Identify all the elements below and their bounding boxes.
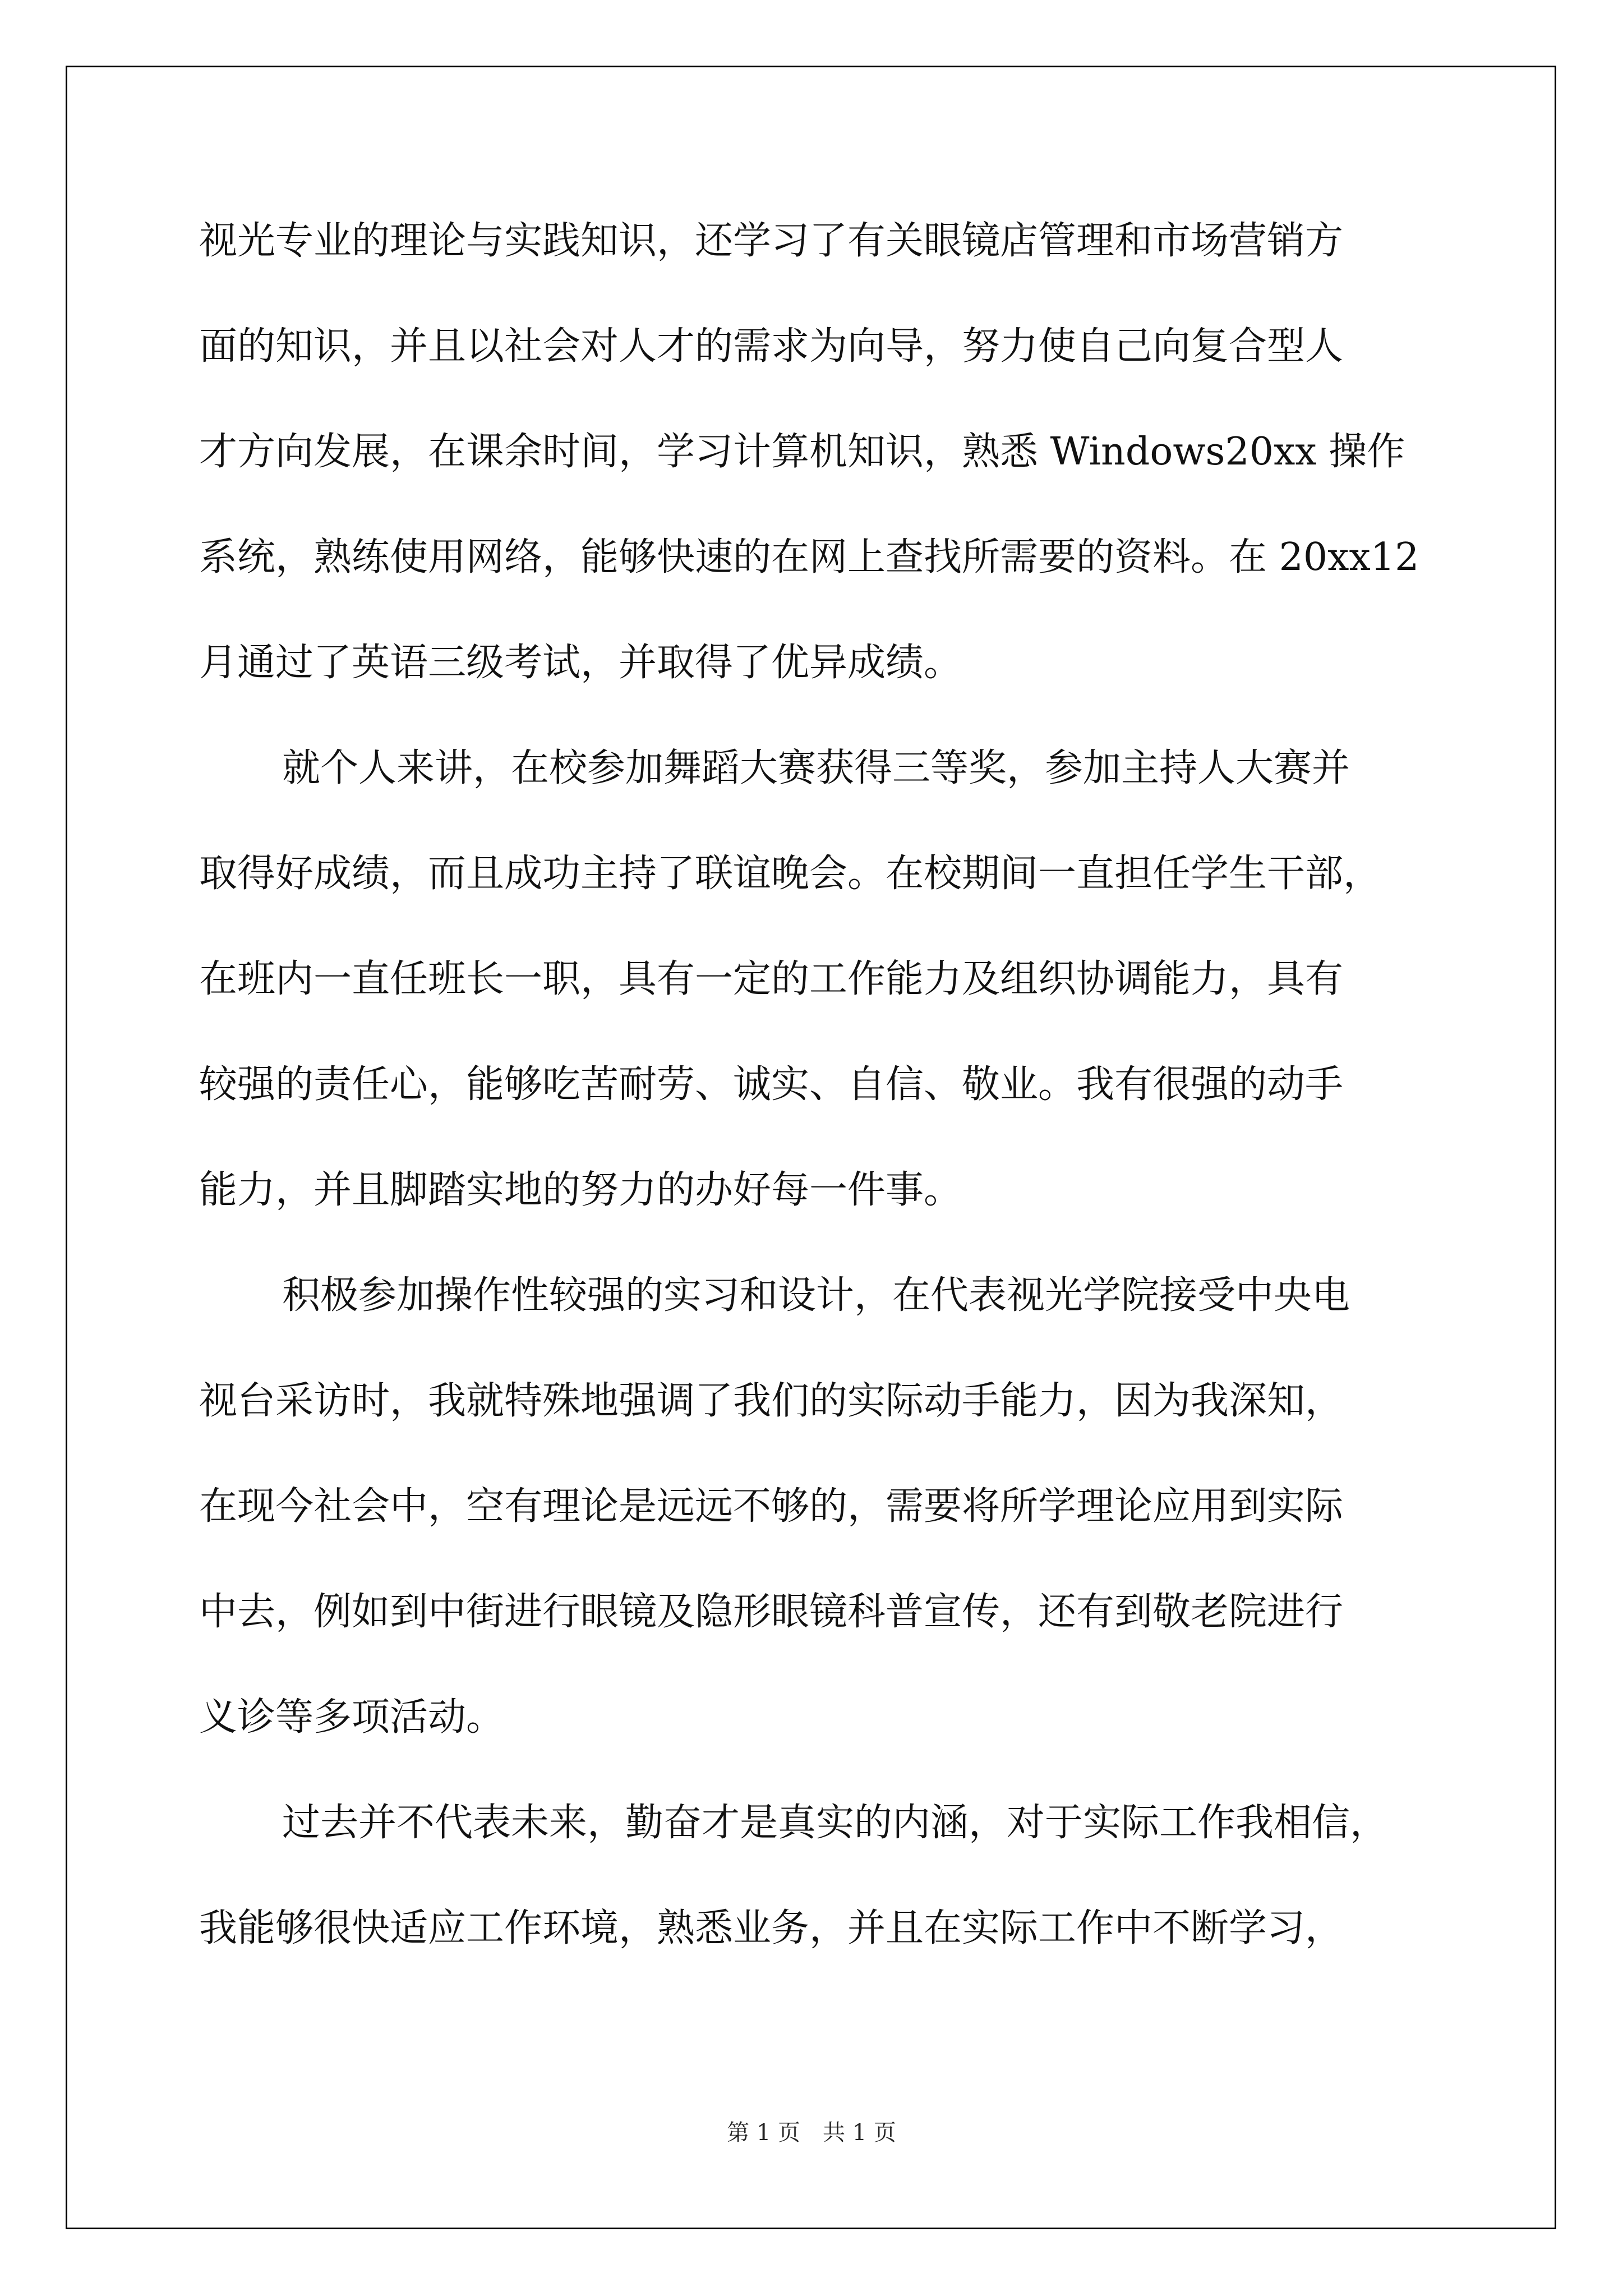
text-line: 才方向发展，在课余时间，学习计算机知识，熟悉 Windows20xx 操作 bbox=[199, 430, 1405, 474]
text-line: 视光专业的理论与实践知识，还学习了有关眼镜店管理和市场营销方 bbox=[199, 219, 1344, 263]
text-line: 中去，例如到中街进行眼镜及隐形眼镜科普宣传，还有到敬老院进行 bbox=[199, 1590, 1344, 1634]
text-line: 面的知识，并且以社会对人才的需求为向导，努力使自己向复合型人 bbox=[199, 324, 1344, 369]
document-body bbox=[199, 213, 1433, 2006]
text-line: 义诊等多项活动。 bbox=[199, 1695, 505, 1740]
text-line: 视台采访时，我就特殊地强调了我们的实际动手能力，因为我深知， bbox=[199, 1379, 1344, 1423]
text-line: 取得好成绩，而且成功主持了联谊晚会。在校期间一直担任学生干部， bbox=[199, 852, 1382, 896]
page-footer: 第 1 页 共 1 页 bbox=[727, 2120, 896, 2146]
paragraph-3 bbox=[199, 1268, 1433, 1795]
text-line: 积极参加操作性较强的实习和设计，在代表视光学院接受中央电 bbox=[282, 1273, 1350, 1318]
text-line: 月通过了英语三级考试，并取得了优异成绩。 bbox=[199, 641, 962, 685]
text-line: 就个人来讲，在校参加舞蹈大赛获得三等奖，参加主持人大赛并 bbox=[282, 746, 1350, 790]
paragraph-1 bbox=[199, 213, 1433, 740]
text-line: 较强的责任心，能够吃苦耐劳、诚实、自信、敬业。我有很强的动手 bbox=[199, 1062, 1344, 1107]
text-line: 系统，熟练使用网络，能够快速的在网上查找所需要的资料。在 20xx12 bbox=[199, 535, 1419, 579]
text-line: 能力，并且脚踏实地的努力的办好每一件事。 bbox=[199, 1168, 962, 1212]
paragraph-4 bbox=[199, 1795, 1433, 2006]
text-line: 在现今社会中，空有理论是远远不够的，需要将所学理论应用到实际 bbox=[199, 1484, 1344, 1529]
text-line: 过去并不代表未来，勤奋才是真实的内涵，对于实际工作我相信， bbox=[282, 1801, 1389, 1845]
paragraph-2 bbox=[199, 740, 1433, 1268]
text-line: 我能够很快适应工作环境，熟悉业务，并且在实际工作中不断学习， bbox=[199, 1906, 1344, 1950]
text-line: 在班内一直任班长一职，具有一定的工作能力及组织协调能力，具有 bbox=[199, 957, 1344, 1001]
